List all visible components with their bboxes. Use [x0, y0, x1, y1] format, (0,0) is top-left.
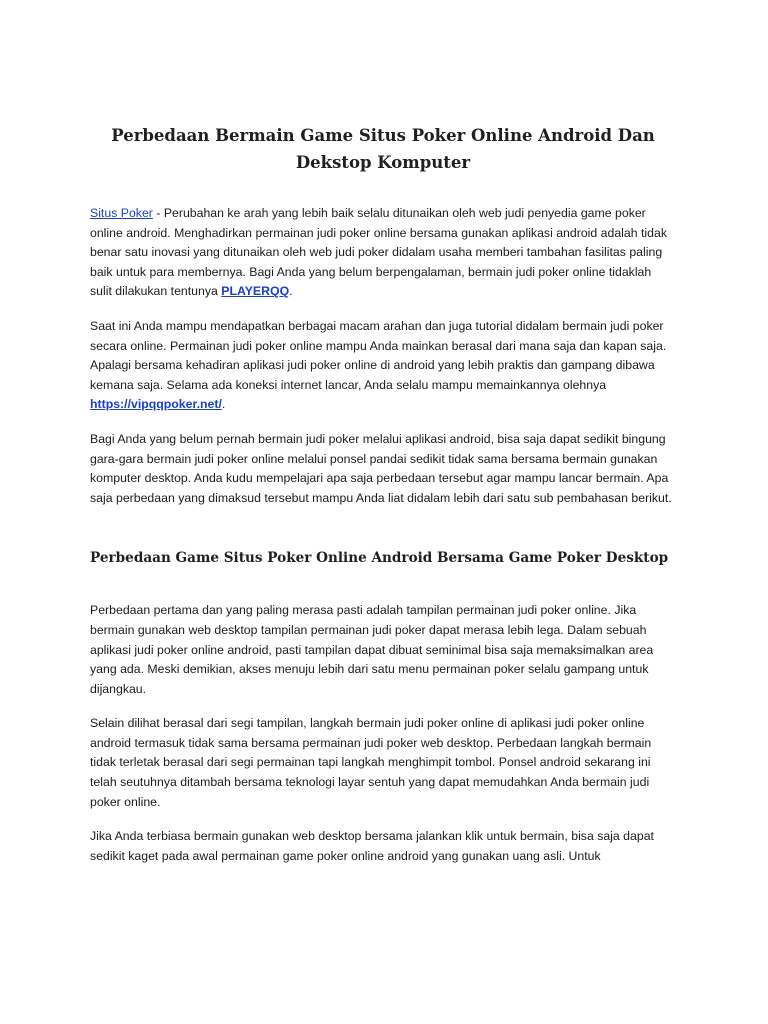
paragraph-tutorial-end: .: [221, 397, 226, 412]
paragraph-beginners: Bagi Anda yang belum pernah bermain judi poker melalui aplikasi android, bisa saja dapat sedikit bingung gara-gara bermain judi poker online melalui ponsel pandai sedikit tidak sama bersama bermain gunakan komputer desktop. Anda kudu mempelajari apa saja perbedaan tersebut agar mampu lancar bermain. Apa saja perbedaan yang dimaksud tersebut mampu Anda liat didalam lebih dari satu sub pembahasan berikut.: [90, 431, 672, 505]
vipqqpoker-link[interactable]: https://vipqqpoker.net/: [90, 397, 222, 412]
paragraph-controls: Selain dilihat berasal dari segi tampilan, langkah bermain judi poker online di aplikasi judi poker online android termasuk tidak sama bersama permainan judi poker web desktop. Perbedaan langkah bermain tidak terletak berasal dari segi permainan tapi langkah menghimpit tombol. Ponsel android sekarang ini telah seutuhnya ditambah bersama teknologi layar sentuh yang dapat memudahkan Anda bermain judi poker online.: [90, 716, 652, 809]
situs-poker-link[interactable]: Situs Poker: [90, 206, 153, 220]
paragraph-display: Perbedaan pertama dan yang paling merasa pasti adalah tampilan permainan judi poker online. Jika bermain gunakan web desktop tampilan permainan judi poker dapat merasa lebih lega. Dalam sebuah aplikasi judi poker online android, pasti tampilan dapat dibuat seminimal bisa saja memaksimalkan area yang ada. Meski demikian, akses menuju lebih dari satu menu permainan poker selalu gampang untuk dijangkau.: [90, 603, 654, 696]
paragraph-intro-text: - Perubahan ke arah yang lebih baik selalu ditunaikan oleh web judi penyedia game poker online android. Menghadirkan permainan judi poker online bersama gunakan aplikasi android adalah tidak benar satu inovasi yang ditunaikan oleh web judi poker didalam usaha memberi tambahan fasilitas paling baik untuk para membernya. Bagi Anda yang belum berpengalaman, bermain judi poker online tidaklah sulit dilakukan tentunya: [90, 206, 667, 299]
document-title: Perbedaan Bermain Game Situs Poker Online Android Dan Dekstop Komputer: [111, 126, 655, 172]
paragraph-intro: [90, 204, 676, 302]
playerqq-link[interactable]: PLAYERQQ: [221, 284, 290, 299]
paragraph-intro-end: .: [289, 284, 293, 299]
paragraph-tutorial: [90, 317, 676, 415]
paragraph-click: Jika Anda terbiasa bermain gunakan web desktop bersama jalankan klik untuk bermain, bisa saja dapat sedikit kaget pada awal permainan game poker online android yang gunakan uang asli. Untuk: [90, 829, 654, 863]
paragraph-tutorial-text: Saat ini Anda mampu mendapatkan berbagai macam arahan dan juga tutorial didalam bermain judi poker secara online. Permainan judi poker online mampu Anda mainkan berasal dari mana saja dan kapan saja. Apalagi bersama kehadiran aplikasi judi poker online di android yang lebih praktis dan gampang dibawa kemana saja. Selama ada koneksi internet lancar, Anda selalu mampu memainkannya olehnya: [90, 318, 667, 392]
section-heading: Perbedaan Game Situs Poker Online Android Bersama Game Poker Desktop: [90, 550, 669, 567]
